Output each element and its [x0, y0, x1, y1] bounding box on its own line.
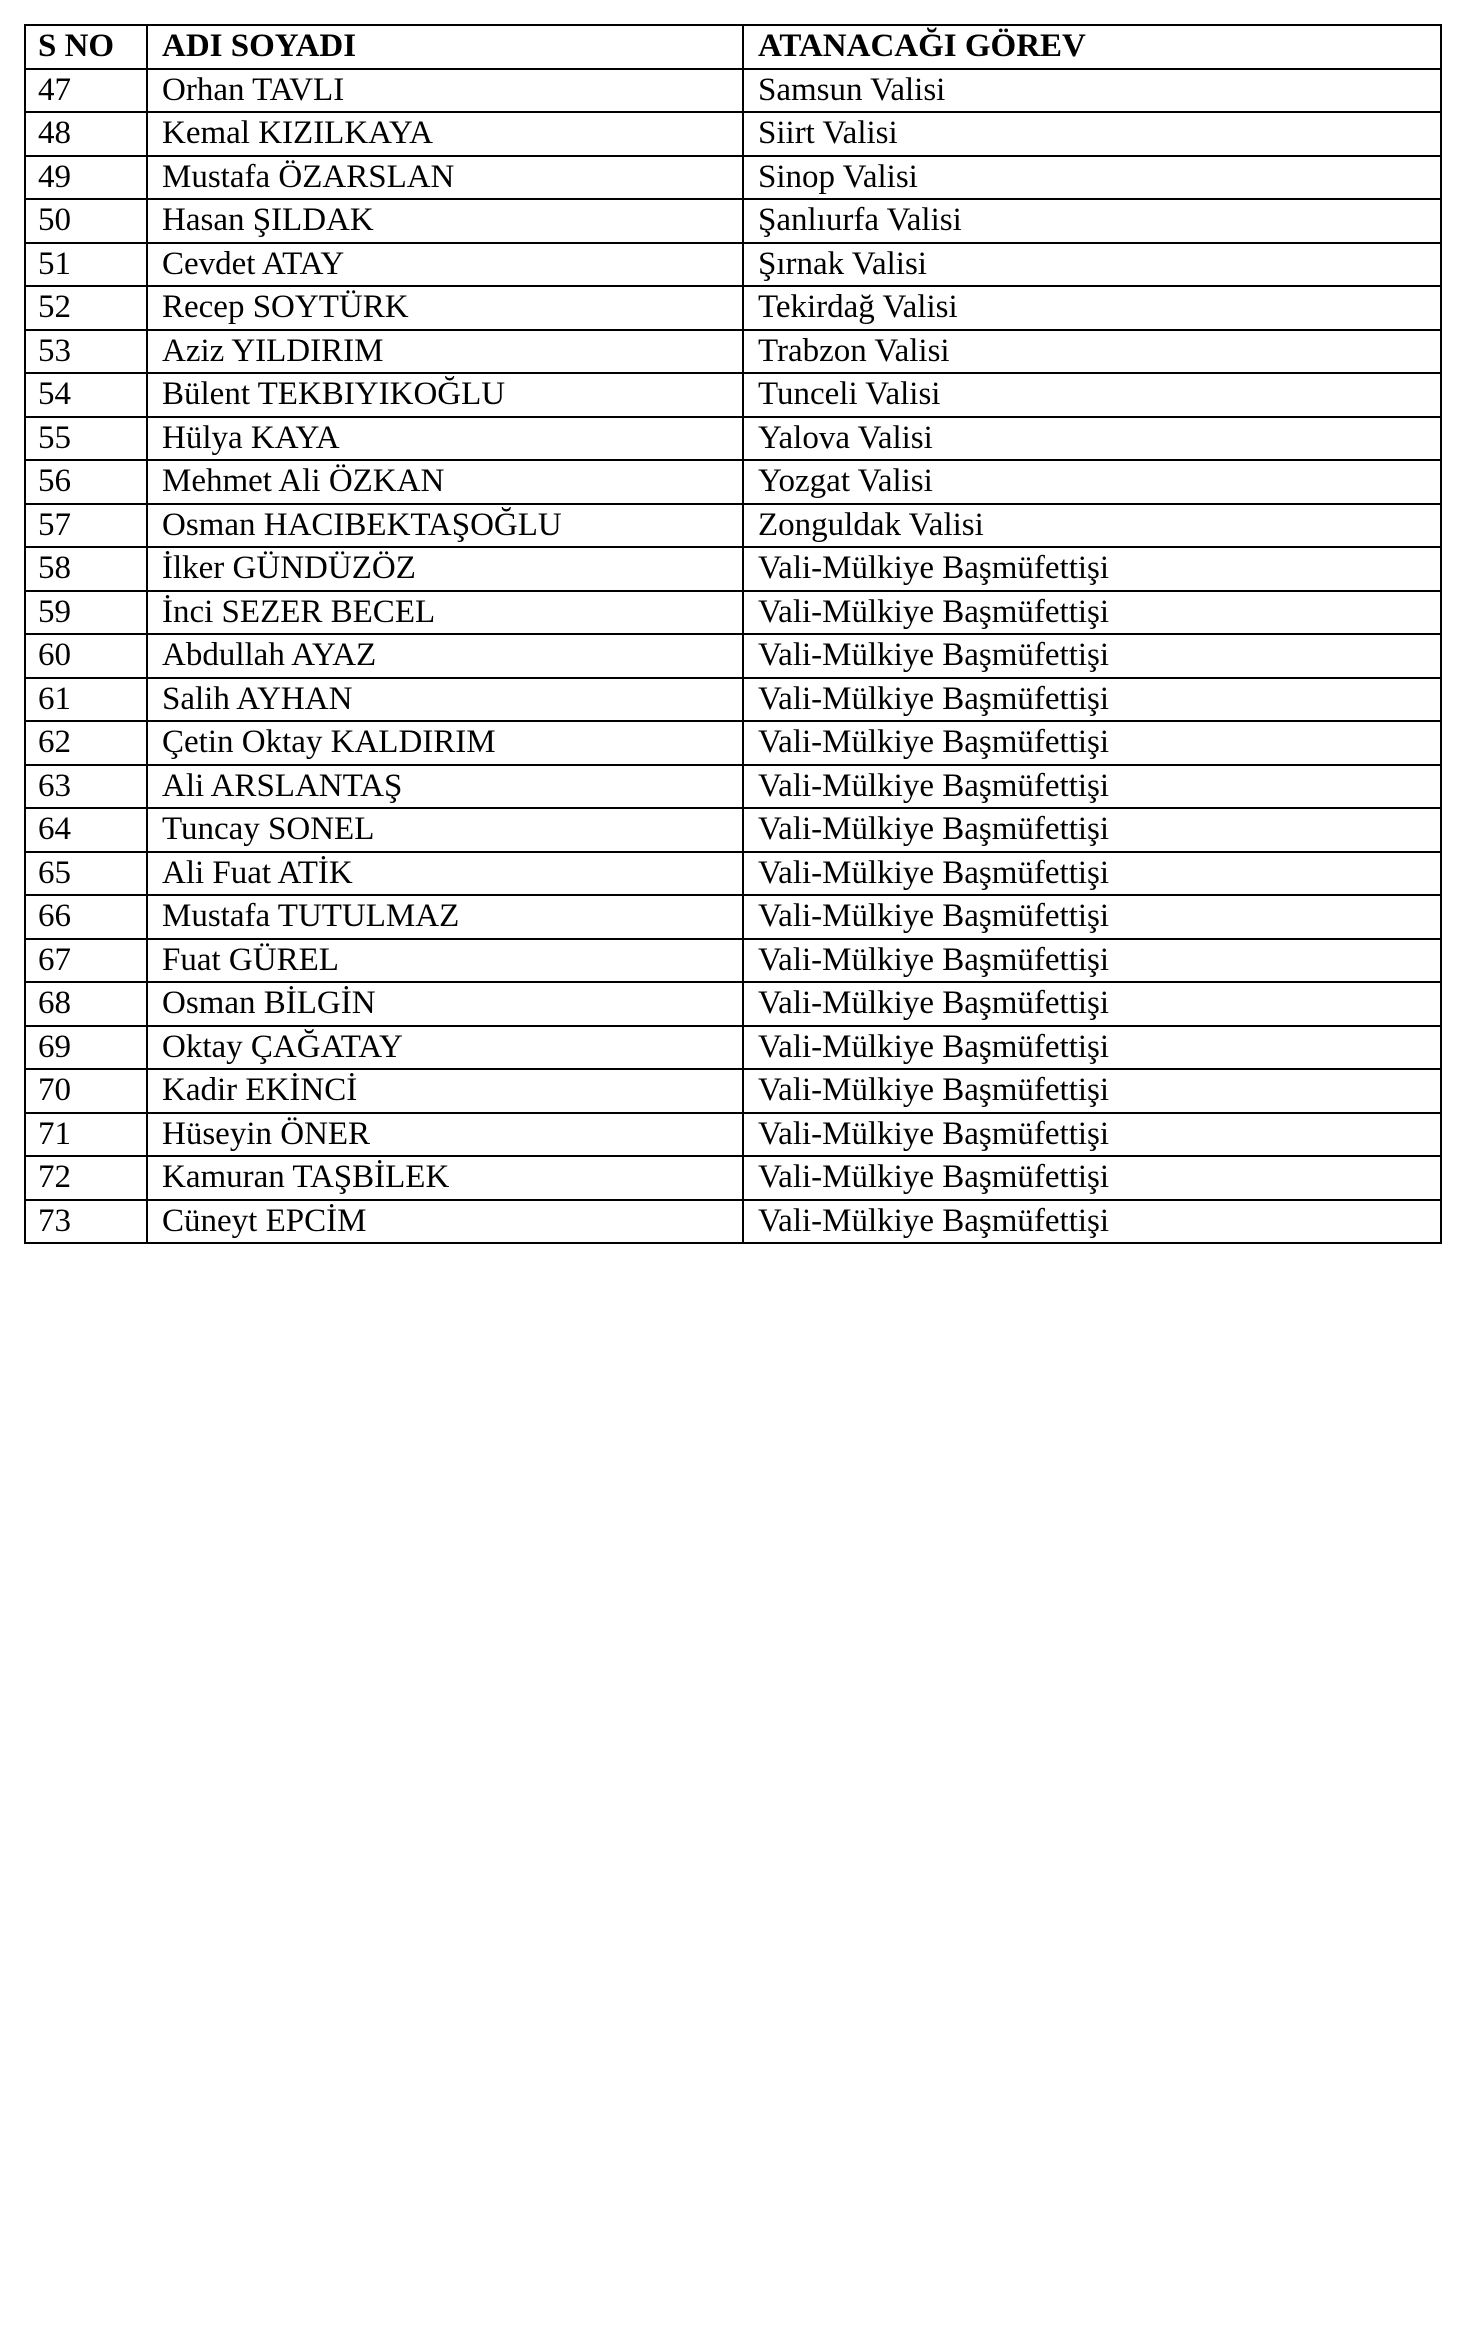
- table-row: [25, 852, 1441, 896]
- table-row: [25, 982, 1441, 1026]
- table-row: [25, 504, 1441, 548]
- cell-duty: Zonguldak Valisi: [743, 504, 1441, 548]
- cell-name: Çetin Oktay KALDIRIM: [147, 721, 743, 765]
- table-row: [25, 243, 1441, 287]
- cell-name: Cüneyt EPCİM: [147, 1200, 743, 1244]
- cell-duty: Vali-Mülkiye Başmüfettişi: [743, 547, 1441, 591]
- cell-s-no: 56: [25, 460, 147, 504]
- cell-s-no: 60: [25, 634, 147, 678]
- cell-s-no: 62: [25, 721, 147, 765]
- cell-name: Kemal KIZILKAYA: [147, 112, 743, 156]
- table-row: [25, 330, 1441, 374]
- cell-duty: Vali-Mülkiye Başmüfettişi: [743, 1113, 1441, 1157]
- cell-duty: Vali-Mülkiye Başmüfettişi: [743, 808, 1441, 852]
- cell-s-no: 61: [25, 678, 147, 722]
- cell-duty: Vali-Mülkiye Başmüfettişi: [743, 765, 1441, 809]
- cell-name: Kadir EKİNCİ: [147, 1069, 743, 1113]
- cell-name: Osman HACIBEKTAŞOĞLU: [147, 504, 743, 548]
- cell-duty: Vali-Mülkiye Başmüfettişi: [743, 939, 1441, 983]
- table-row: [25, 591, 1441, 635]
- cell-s-no: 65: [25, 852, 147, 896]
- table-header-row: [25, 25, 1441, 69]
- table-row: [25, 460, 1441, 504]
- table-row: [25, 1200, 1441, 1244]
- cell-s-no: 50: [25, 199, 147, 243]
- cell-name: Bülent TEKBIYIKOĞLU: [147, 373, 743, 417]
- cell-duty: Yozgat Valisi: [743, 460, 1441, 504]
- cell-s-no: 58: [25, 547, 147, 591]
- cell-s-no: 47: [25, 69, 147, 113]
- table-row: [25, 634, 1441, 678]
- table-row: [25, 678, 1441, 722]
- cell-name: İlker GÜNDÜZÖZ: [147, 547, 743, 591]
- cell-name: Hasan ŞILDAK: [147, 199, 743, 243]
- cell-duty: Vali-Mülkiye Başmüfettişi: [743, 634, 1441, 678]
- cell-name: Hülya KAYA: [147, 417, 743, 461]
- table-row: [25, 286, 1441, 330]
- cell-s-no: 71: [25, 1113, 147, 1157]
- table-row: [25, 765, 1441, 809]
- cell-duty: Vali-Mülkiye Başmüfettişi: [743, 852, 1441, 896]
- cell-duty: Tekirdağ Valisi: [743, 286, 1441, 330]
- cell-s-no: 69: [25, 1026, 147, 1070]
- table-row: [25, 1113, 1441, 1157]
- cell-name: Fuat GÜREL: [147, 939, 743, 983]
- header-s-no: S NO: [25, 25, 147, 69]
- cell-name: Orhan TAVLI: [147, 69, 743, 113]
- cell-s-no: 67: [25, 939, 147, 983]
- cell-s-no: 63: [25, 765, 147, 809]
- table-row: [25, 547, 1441, 591]
- cell-duty: Vali-Mülkiye Başmüfettişi: [743, 1156, 1441, 1200]
- cell-name: Ali ARSLANTAŞ: [147, 765, 743, 809]
- cell-s-no: 51: [25, 243, 147, 287]
- cell-duty: Vali-Mülkiye Başmüfettişi: [743, 678, 1441, 722]
- cell-s-no: 64: [25, 808, 147, 852]
- table-row: [25, 1156, 1441, 1200]
- cell-duty: Samsun Valisi: [743, 69, 1441, 113]
- appointment-table: [24, 24, 1442, 1244]
- cell-name: Abdullah AYAZ: [147, 634, 743, 678]
- table-row: [25, 1026, 1441, 1070]
- cell-name: Hüseyin ÖNER: [147, 1113, 743, 1157]
- table-row: [25, 199, 1441, 243]
- cell-duty: Vali-Mülkiye Başmüfettişi: [743, 591, 1441, 635]
- cell-duty: Vali-Mülkiye Başmüfettişi: [743, 1026, 1441, 1070]
- cell-s-no: 49: [25, 156, 147, 200]
- cell-s-no: 73: [25, 1200, 147, 1244]
- cell-name: Kamuran TAŞBİLEK: [147, 1156, 743, 1200]
- cell-s-no: 72: [25, 1156, 147, 1200]
- cell-name: Cevdet ATAY: [147, 243, 743, 287]
- cell-s-no: 70: [25, 1069, 147, 1113]
- cell-s-no: 48: [25, 112, 147, 156]
- cell-name: Osman BİLGİN: [147, 982, 743, 1026]
- cell-name: Mustafa ÖZARSLAN: [147, 156, 743, 200]
- cell-duty: Yalova Valisi: [743, 417, 1441, 461]
- cell-name: Tuncay SONEL: [147, 808, 743, 852]
- table-row: [25, 721, 1441, 765]
- cell-duty: Şanlıurfa Valisi: [743, 199, 1441, 243]
- cell-name: Mustafa TUTULMAZ: [147, 895, 743, 939]
- cell-s-no: 59: [25, 591, 147, 635]
- table-row: [25, 69, 1441, 113]
- cell-duty: Tunceli Valisi: [743, 373, 1441, 417]
- cell-name: Recep SOYTÜRK: [147, 286, 743, 330]
- cell-duty: Şırnak Valisi: [743, 243, 1441, 287]
- cell-name: İnci SEZER BECEL: [147, 591, 743, 635]
- table-row: [25, 808, 1441, 852]
- cell-name: Aziz YILDIRIM: [147, 330, 743, 374]
- cell-s-no: 53: [25, 330, 147, 374]
- cell-s-no: 52: [25, 286, 147, 330]
- cell-name: Mehmet Ali ÖZKAN: [147, 460, 743, 504]
- cell-s-no: 54: [25, 373, 147, 417]
- cell-s-no: 55: [25, 417, 147, 461]
- cell-duty: Vali-Mülkiye Başmüfettişi: [743, 895, 1441, 939]
- cell-name: Oktay ÇAĞATAY: [147, 1026, 743, 1070]
- cell-duty: Vali-Mülkiye Başmüfettişi: [743, 1200, 1441, 1244]
- cell-s-no: 66: [25, 895, 147, 939]
- header-name: ADI SOYADI: [147, 25, 743, 69]
- table-row: [25, 417, 1441, 461]
- cell-duty: Sinop Valisi: [743, 156, 1441, 200]
- table-row: [25, 112, 1441, 156]
- header-duty: ATANACAĞI GÖREV: [743, 25, 1441, 69]
- cell-duty: Vali-Mülkiye Başmüfettişi: [743, 721, 1441, 765]
- cell-duty: Vali-Mülkiye Başmüfettişi: [743, 982, 1441, 1026]
- table-row: [25, 373, 1441, 417]
- cell-s-no: 57: [25, 504, 147, 548]
- cell-duty: Siirt Valisi: [743, 112, 1441, 156]
- cell-s-no: 68: [25, 982, 147, 1026]
- table-row: [25, 895, 1441, 939]
- table-row: [25, 1069, 1441, 1113]
- cell-name: Ali Fuat ATİK: [147, 852, 743, 896]
- table-body: [25, 69, 1441, 1244]
- cell-duty: Trabzon Valisi: [743, 330, 1441, 374]
- cell-duty: Vali-Mülkiye Başmüfettişi: [743, 1069, 1441, 1113]
- table-row: [25, 156, 1441, 200]
- cell-name: Salih AYHAN: [147, 678, 743, 722]
- table-row: [25, 939, 1441, 983]
